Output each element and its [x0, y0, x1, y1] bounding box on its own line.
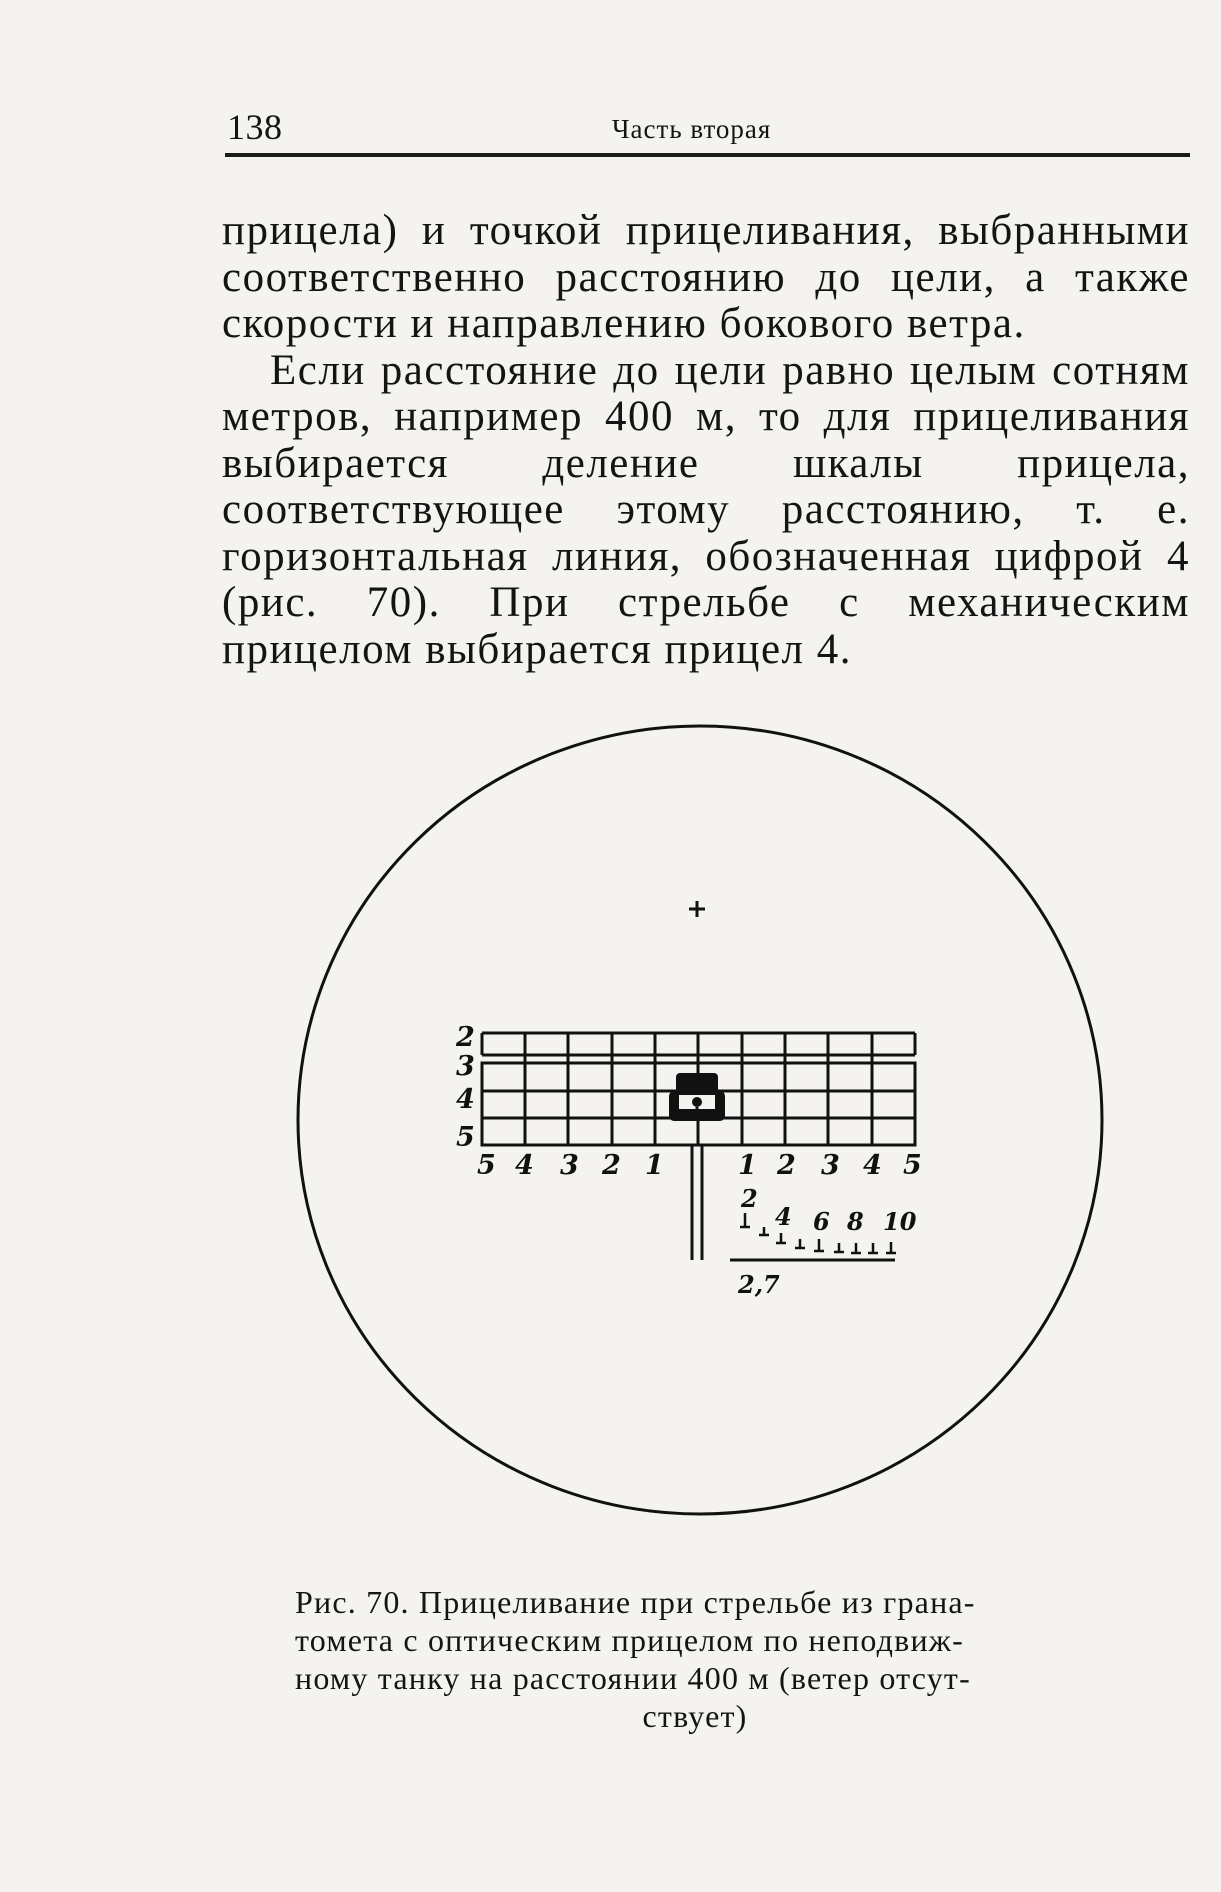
running-head: Часть вторая: [612, 114, 772, 144]
caption-line: томета с оптическим прицелом по неподвиж-: [295, 1622, 964, 1658]
caption-line: Рис. 70. Прицеливание при стрельбе из грана-: [295, 1584, 976, 1620]
range-label: 3: [456, 1051, 475, 1082]
lead-label-right: 2: [777, 1150, 796, 1181]
rangefinder-label: 8: [847, 1207, 864, 1236]
lead-label-left: 3: [560, 1150, 579, 1181]
lead-label-right: 4: [863, 1150, 882, 1181]
lead-label-left: 5: [477, 1150, 496, 1181]
aim-cross-icon: [689, 901, 705, 917]
figure-sight-reticle: [290, 715, 1110, 1525]
range-label: 4: [456, 1084, 475, 1115]
caption-line: ному танку на расстоянии 400 м (ветер отсут-: [295, 1660, 971, 1696]
caption-line: ствует): [642, 1698, 748, 1734]
lead-label-right: 3: [821, 1150, 840, 1181]
rangefinder-label: 10: [883, 1207, 917, 1236]
paragraph: прицела) и точкой прицеливания, выбранными соответственно расстоянию до цели, а также скорости и направлению бокового ветра.: [222, 207, 1190, 347]
range-label: 2: [456, 1022, 475, 1053]
lead-label-right: 5: [903, 1150, 922, 1181]
rangefinder-value: 2,7: [738, 1270, 780, 1299]
lead-label-right: 1: [738, 1150, 757, 1181]
rangefinder-label: 6: [813, 1207, 830, 1236]
rangefinder-label: 4: [775, 1202, 792, 1231]
header-rule: [225, 153, 1190, 157]
lead-label-left: 2: [602, 1150, 621, 1181]
tank-target-icon: [669, 1073, 725, 1121]
rangefinder-label: 2: [741, 1184, 758, 1213]
page-number: 138: [227, 107, 283, 147]
figure-caption: [295, 1583, 1095, 1735]
lead-label-left: 4: [515, 1150, 534, 1181]
lead-label-left: 1: [645, 1150, 664, 1181]
range-label: 5: [456, 1122, 475, 1153]
paragraph: Если расстояние до цели равно целым сотням метров, например 400 м, то для прицеливания выбирается деление шкалы прицела, соответствующее этому расстоянию, т. е. горизонтальная линия, обозначенная цифрой 4 (рис. 70). При стрельбе с механическим прицелом выбирается прицел 4.: [222, 346, 1190, 673]
body-text: [222, 208, 1190, 673]
